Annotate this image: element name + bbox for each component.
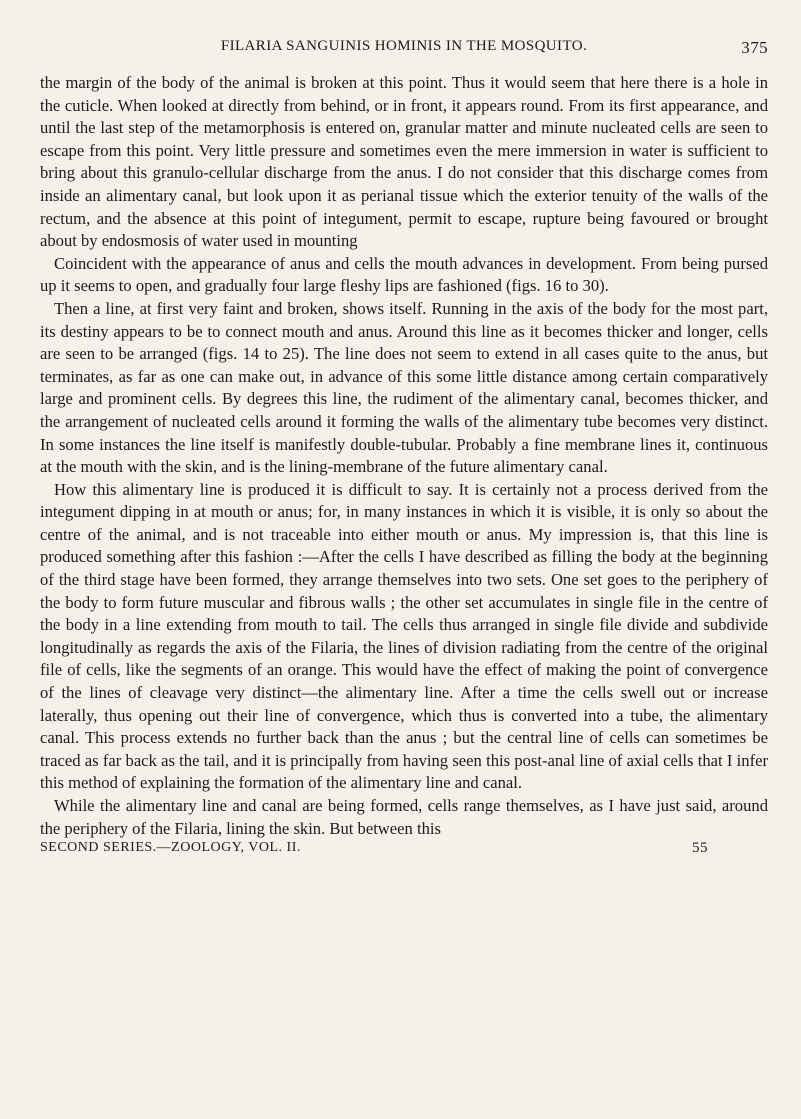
paragraph: the margin of the body of the animal is broken at this point. Thus it would seem that here there is a hole in the cuticle. When looked at directly from behind, or in front, it appears round. From its first appearance, and until the last step of the metamorphosis is entered on, granular matter and minute nucleated cells are seen to escape from this point. Very little pressure and sometimes even the mere immersion in water is sufficient to bring about this granulo-cellular discharge from the anus. I do not consider that this discharge comes from inside an alimentary canal, but look upon it as perianal tissue which the exterior tenuity of the walls of the rectum, and the absence at this point of integument, permit to escape, rupture being favoured or brought about by endosmosis of water used in mounting [40, 73, 768, 251]
running-title: FILARIA SANGUINIS HOMINIS IN THE MOSQUITO. [220, 38, 588, 54]
paragraph: Coincident with the appearance of anus and cells the mouth advances in development. From being pursed up it seems to open, and gradually four large fleshy lips are fashioned (figs. 16 to 30). [40, 253, 768, 296]
page-footer [40, 840, 768, 862]
paragraph: While the alimentary line and canal are being formed, cells range themselves, as I have just said, around the periphery of the Filaria, lining the skin. But between this [40, 796, 768, 838]
paragraph: How this alimentary line is produced it is difficult to say. It is certainly not a process derived from the integument dipping in at mouth or anus; for, in many instances in which it is visible, it is only so about the centre of the animal, and is not traceable into either mouth or anus. My impression is, that this line is produced something after this fashion :—After the cells I have described as filling the body at the beginning of the third stage have been formed, they arrange themselves into two sets. One set goes to the periphery of the body to form future muscular and fibrous walls ; the other set accumulates in single file in the centre of the body in a line extending from mouth to tail. The cells thus arranged in single file divide and subdivide longitudinally as regards the axis of the Filaria, the lines of division radiating from the centre of the original file of cells, like the segments of an orange. This would have the effect of making the point of convergence of the lines of cleavage very distinct—the alimentary line. After a time the cells swell out or increase laterally, thus opening out their line of convergence, which thus is converted into a tube, the alimentary canal. This process extends no further back than the anus ; but the central line of cells can sometimes be traced as far back as the tail, and it is principally from having seen this post-anal line of axial cells that I infer this method of explaining the formation of the alimentary line and canal. [40, 479, 768, 793]
page-number: 375 [741, 38, 768, 57]
body-text [40, 72, 768, 840]
paragraph: Then a line, at first very faint and broken, shows itself. Running in the axis of the body for the most part, its destiny appears to be to connect mouth and anus. Around this line as it becomes thicker and longer, cells are seen to be arranged (figs. 14 to 25). The line does not seem to extend in all cases quite to the anus, but terminates, as far as one can make out, in advance of this some little distance among certain comparatively large and prominent cells. By degrees this line, the rudiment of the alimentary canal, becomes thicker, and the arrangement of nucleated cells around it forming the walls of the alimentary tube becomes very distinct. In some instances the line itself is manifestly double-tubular. Probably a fine membrane lines it, continuous at the mouth with the skin, and is the lining-membrane of the future alimentary canal. [40, 298, 768, 477]
signature-mark: 55 [692, 840, 708, 857]
page [40, 38, 768, 862]
running-header [40, 38, 768, 64]
series-line: SECOND SERIES.—ZOOLOGY, VOL. II. [40, 840, 301, 856]
